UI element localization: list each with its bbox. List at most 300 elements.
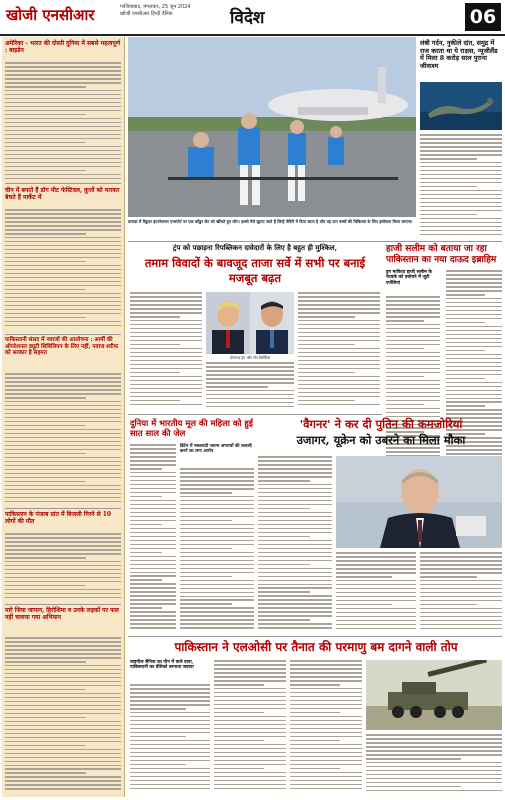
trump-photo-image	[206, 292, 294, 354]
body-text-line	[5, 733, 121, 735]
body-text-line	[5, 784, 121, 786]
body-text-line	[180, 484, 254, 486]
body-text-line	[420, 564, 502, 566]
body-text-line	[336, 616, 416, 618]
body-text-line	[180, 556, 254, 558]
body-text-line	[5, 473, 121, 475]
body-text-line	[366, 742, 502, 744]
body-text-line	[298, 372, 355, 374]
body-text-line	[214, 768, 264, 770]
body-text-line	[180, 544, 254, 546]
body-text-line	[5, 741, 121, 743]
body-text-line	[258, 599, 332, 601]
body-text-line	[130, 324, 202, 326]
body-text-line	[258, 532, 332, 534]
body-text-line	[420, 588, 502, 590]
putin-text-col2	[336, 552, 416, 632]
body-text-line	[214, 736, 286, 738]
body-text-line	[420, 222, 502, 224]
body-text-line	[386, 360, 440, 362]
body-text-line	[386, 316, 440, 318]
body-text-line	[214, 720, 286, 722]
body-text-line	[366, 774, 502, 776]
body-text-line	[258, 627, 332, 629]
body-text-line	[5, 74, 121, 76]
body-text-line	[336, 612, 416, 614]
body-text-line	[298, 312, 380, 314]
body-text-line	[214, 664, 286, 666]
body-text-line	[5, 62, 121, 64]
body-text-line	[130, 627, 176, 629]
body-text-line	[130, 368, 202, 370]
body-text-line	[5, 122, 121, 124]
body-text-line	[5, 245, 121, 247]
body-text-line	[130, 512, 176, 514]
body-text-line	[130, 564, 176, 566]
body-text-line	[130, 492, 176, 494]
body-text-line	[5, 709, 121, 711]
body-text-line	[258, 480, 310, 482]
body-text-line	[366, 790, 502, 792]
body-text-line	[5, 493, 121, 495]
body-text-line	[130, 599, 176, 601]
body-text-line	[258, 460, 332, 462]
body-text-line	[366, 782, 502, 784]
body-text-line	[446, 302, 502, 304]
body-text-line	[290, 672, 362, 674]
body-text-line	[130, 488, 176, 490]
body-text-line	[5, 130, 121, 132]
body-text-line	[386, 340, 440, 342]
body-text-line	[298, 352, 380, 354]
body-text-line	[5, 697, 121, 699]
section-divider	[128, 414, 382, 415]
body-text-line	[386, 388, 440, 390]
body-text-line	[130, 316, 180, 318]
body-text-line	[420, 134, 502, 136]
body-text-line	[214, 772, 286, 774]
body-text-line	[130, 292, 202, 294]
body-text-line	[130, 587, 176, 589]
body-text-line	[180, 627, 254, 629]
left-story1-headline: अमेरिका - भारत की दोस्ती दुनिया में सबसे महत्वपूर्ण : बाइडेन	[5, 40, 121, 55]
body-text-line	[5, 589, 121, 591]
body-text-line	[5, 565, 121, 567]
body-text-line	[130, 560, 176, 562]
body-text-line	[290, 704, 362, 706]
body-text-line	[130, 583, 176, 585]
body-text-line	[336, 596, 416, 598]
body-text-line	[420, 190, 502, 192]
body-text-line	[290, 712, 340, 714]
body-text-line	[130, 516, 176, 518]
body-text-line	[298, 360, 380, 362]
body-text-line	[366, 778, 502, 780]
body-text-line	[420, 226, 502, 228]
body-text-line	[290, 740, 340, 742]
body-text-line	[336, 592, 416, 594]
body-text-line	[130, 528, 176, 530]
body-text-line	[5, 397, 86, 399]
body-text-line	[290, 676, 362, 678]
body-text-line	[5, 389, 121, 391]
body-text-line	[214, 696, 286, 698]
body-text-line	[5, 437, 121, 439]
body-text-line	[5, 449, 121, 451]
body-text-line	[130, 544, 176, 546]
body-text-line	[5, 281, 121, 283]
body-text-line	[5, 94, 121, 96]
body-text-line	[446, 338, 502, 340]
body-text-line	[214, 732, 286, 734]
body-text-line	[5, 66, 121, 68]
body-text-line	[386, 344, 440, 346]
body-text-line	[130, 304, 202, 306]
dateline-paper: खोजी एनसीआर हिन्दी दैनिक	[120, 11, 173, 17]
body-text-line	[130, 568, 176, 570]
body-text-line	[258, 456, 332, 458]
dubai-headline: दुनिया में भारतीय मूल की महिला को हुई सात साल की जेल	[130, 418, 253, 438]
body-text-line	[180, 536, 254, 538]
body-text-line	[130, 744, 210, 746]
body-text-line	[130, 484, 176, 486]
body-text-line	[5, 321, 121, 323]
putin-photo-image	[336, 456, 502, 548]
body-text-line	[5, 681, 121, 683]
body-text-line	[5, 721, 121, 723]
body-text-line	[5, 229, 121, 231]
body-text-line	[258, 556, 332, 558]
body-text-line	[258, 587, 332, 589]
body-text-line	[130, 312, 202, 314]
body-text-line	[180, 512, 254, 514]
body-text-line	[5, 309, 121, 311]
body-text-line	[130, 780, 210, 782]
body-text-line	[130, 404, 202, 406]
body-text-line	[180, 524, 254, 526]
body-text-line	[5, 178, 121, 180]
body-text-line	[258, 580, 332, 582]
body-text-line	[5, 377, 121, 379]
body-text-line	[180, 588, 254, 590]
trump-headline: तमाम विवादों के बावजूद ताजा सर्वे में सभी पर बनाई मजबूत बढ़त	[144, 256, 366, 285]
body-text-line	[5, 669, 121, 671]
trump-text-col1	[130, 292, 202, 410]
body-text-line	[5, 225, 121, 227]
body-text-line	[446, 330, 502, 332]
body-text-line	[5, 209, 121, 211]
body-text-line	[420, 560, 502, 562]
body-text-line	[5, 429, 121, 431]
body-text-line	[130, 444, 176, 446]
body-text-line	[5, 489, 121, 491]
body-text-line	[5, 269, 121, 271]
body-text-line	[420, 178, 502, 180]
body-text-line	[258, 476, 332, 478]
body-text-line	[206, 374, 294, 376]
body-text-line	[446, 370, 502, 372]
fossil-headline: लंबी गर्दन, नुकीले दांत, समुद्र में राज करता था ये राक्षस, न्यूजीलैंड में मिला 8 करोड़ साल पुराना जीवाश्म	[420, 39, 498, 70]
body-text-line	[446, 294, 485, 296]
body-text-line	[290, 744, 362, 746]
body-text-line	[258, 464, 332, 466]
airport-photo-caption: कनाडा में वैंकूवर इंटरनेशनल एयरपोर्ट पर एक कोंडुर जेट को खींचते हुए लोग। इससे पैसे जुटाए जाते हैं जिन्हें चैरिटी में दिया जाता है और वह दान बच्चों की चिकित्सा के लिए इस्तेमाल किया जाएगा।	[128, 219, 413, 224]
body-text-line	[214, 776, 286, 778]
body-text-line	[5, 150, 121, 152]
body-text-line	[420, 620, 502, 622]
body-text-line	[446, 413, 502, 415]
body-text-line	[180, 584, 254, 586]
body-text-line	[5, 757, 121, 759]
body-text-line	[214, 708, 286, 710]
body-text-line	[5, 501, 121, 503]
body-text-line	[446, 409, 502, 411]
body-text-line	[130, 468, 162, 470]
body-text-line	[386, 348, 424, 350]
body-text-line	[386, 300, 440, 302]
airport-photo-image	[128, 37, 416, 217]
body-text-line	[180, 615, 254, 617]
body-text-line	[5, 70, 121, 72]
body-text-line	[290, 716, 362, 718]
body-text-line	[336, 584, 416, 586]
body-text-line	[180, 528, 254, 530]
body-text-line	[386, 336, 440, 338]
dubai-subhead: ब्रिटेन में नस्लवादी जघन्य अपराधों की तलाशी करने का लगा आरोप	[180, 444, 252, 455]
body-text-line	[386, 332, 440, 334]
body-text-line	[214, 676, 286, 678]
artillery-photo-image	[366, 660, 502, 730]
body-text-line	[366, 758, 461, 760]
body-text-line	[5, 441, 121, 443]
body-text-line	[5, 421, 121, 423]
body-text-line	[130, 336, 202, 338]
body-text-line	[336, 608, 416, 610]
body-text-line	[386, 451, 440, 453]
body-text-line	[446, 278, 502, 280]
body-text-line	[386, 304, 440, 306]
body-text-line	[214, 728, 286, 730]
body-text-line	[5, 417, 121, 419]
body-text-line	[5, 170, 86, 172]
body-text-line	[5, 593, 121, 595]
body-text-line	[130, 756, 210, 758]
body-text-line	[130, 728, 210, 730]
body-text-line	[298, 388, 380, 390]
body-text-line	[130, 536, 176, 538]
body-text-line	[446, 398, 502, 400]
body-text-line	[130, 372, 180, 374]
body-text-line	[446, 390, 502, 392]
body-text-line	[5, 373, 121, 375]
body-text-line	[336, 576, 392, 578]
body-text-line	[258, 548, 332, 550]
body-text-line	[258, 500, 332, 502]
hafiz-headline: हाजी सलीम को बताया जा रहा पाकिस्तान का नया दाऊद इब्राहिम	[386, 244, 497, 265]
body-text-line	[258, 536, 310, 538]
body-text-line	[5, 717, 86, 719]
body-text-line	[5, 685, 121, 687]
body-text-line	[206, 398, 294, 400]
body-text-line	[290, 776, 362, 778]
body-text-line	[5, 465, 121, 467]
body-text-line	[5, 385, 121, 387]
section-divider	[128, 636, 502, 637]
left-story3-text	[5, 373, 121, 505]
body-text-line	[5, 213, 121, 215]
body-text-line	[5, 776, 121, 778]
body-text-line	[290, 788, 362, 790]
body-text-line	[420, 142, 502, 144]
body-text-line	[5, 313, 121, 315]
putin-headline-quote: 'वैगनर' ने कर दी पुतिन की कमजोरियां	[299, 417, 463, 431]
body-text-line	[386, 404, 424, 406]
body-text-line	[5, 409, 121, 411]
trump-photo-caption: डोनाल्ड ट्रंप और रॉन डिसेंटिस	[229, 355, 271, 360]
body-text-line	[420, 234, 502, 236]
body-text-line	[5, 285, 121, 287]
body-text-line	[130, 768, 210, 770]
body-text-line	[5, 118, 121, 120]
body-text-line	[5, 106, 121, 108]
body-text-line	[5, 293, 121, 295]
body-text-line	[5, 665, 121, 667]
body-text-line	[214, 788, 286, 790]
body-text-line	[366, 750, 502, 752]
body-text-line	[366, 786, 461, 788]
dubai-text-col2	[180, 468, 254, 632]
left-story3-headline: पाकिस्तानी संसद में नवाजों की आलोचना : आर्मी की ऑपरेशनल ड्यूटी सिविलियन के लिए नहीं, नवाज शरीफ को सरकार है सहमत	[5, 337, 119, 357]
body-text-line	[5, 221, 121, 223]
body-text-line	[446, 354, 502, 356]
body-text-line	[258, 544, 332, 546]
left-story5-text	[5, 637, 121, 793]
body-text-line	[5, 761, 121, 763]
body-text-line	[420, 616, 502, 618]
body-text-line	[420, 150, 502, 152]
body-text-line	[420, 552, 502, 554]
body-text-line	[420, 580, 502, 582]
body-text-line	[130, 540, 176, 542]
body-text-line	[386, 352, 440, 354]
body-text-line	[290, 724, 362, 726]
body-text-line	[130, 480, 176, 482]
body-text-line	[130, 460, 176, 462]
body-text-line	[180, 472, 254, 474]
body-text-line	[298, 400, 355, 402]
body-text-line	[5, 82, 121, 84]
body-text-line	[290, 768, 340, 770]
body-text-line	[130, 396, 202, 398]
body-text-line	[386, 320, 424, 322]
body-text-line	[446, 298, 502, 300]
hafiz-subhead: ड्रग माफिया हाजी सलीम के नेटवर्क को दबोचने में जुटी एजेंसियां	[386, 270, 432, 286]
body-text-line	[5, 653, 121, 655]
body-text-line	[446, 358, 502, 360]
body-text-line	[5, 289, 86, 291]
body-text-line	[5, 661, 86, 663]
body-text-line	[420, 174, 502, 176]
body-text-line	[130, 704, 210, 706]
body-text-line	[130, 611, 176, 613]
body-text-line	[366, 762, 502, 764]
left-story4-text	[5, 533, 121, 601]
body-text-line	[130, 524, 162, 526]
body-text-line	[298, 384, 380, 386]
body-text-line	[130, 764, 186, 766]
body-text-line	[5, 301, 121, 303]
body-text-line	[130, 752, 210, 754]
body-text-line	[446, 362, 502, 364]
body-text-line	[290, 728, 362, 730]
body-text-line	[420, 138, 502, 140]
body-text-line	[5, 401, 121, 403]
body-text-line	[130, 712, 210, 714]
body-text-line	[420, 214, 477, 216]
body-text-line	[336, 624, 416, 626]
body-text-line	[386, 408, 440, 410]
putin-text-col1	[258, 456, 332, 632]
body-text-line	[180, 592, 254, 594]
body-text-line	[366, 734, 502, 736]
body-text-line	[130, 332, 202, 334]
body-text-line	[386, 384, 440, 386]
body-text-line	[5, 405, 121, 407]
left-divider	[5, 508, 121, 509]
body-text-line	[258, 504, 332, 506]
body-text-line	[180, 504, 254, 506]
body-text-line	[130, 552, 162, 554]
body-text-line	[5, 737, 121, 739]
body-text-line	[130, 716, 210, 718]
body-text-line	[214, 688, 286, 690]
body-text-line	[180, 540, 254, 542]
airport-photo	[128, 37, 416, 217]
body-text-line	[180, 520, 232, 522]
body-text-line	[130, 384, 202, 386]
body-text-line	[130, 748, 210, 750]
body-text-line	[336, 600, 416, 602]
body-text-line	[290, 752, 362, 754]
body-text-line	[130, 320, 202, 322]
body-text-line	[258, 564, 310, 566]
body-text-line	[336, 556, 416, 558]
body-text-line	[214, 692, 286, 694]
body-text-line	[366, 746, 502, 748]
body-text-line	[180, 619, 254, 621]
body-text-line	[5, 477, 121, 479]
body-text-line	[5, 569, 121, 571]
body-text-line	[5, 174, 121, 176]
newspaper-logo: खोजी एनसीआर	[6, 6, 95, 24]
body-text-line	[5, 645, 121, 647]
body-text-line	[258, 619, 310, 621]
body-text-line	[290, 708, 362, 710]
section-divider	[128, 241, 502, 242]
loc-text-col3	[290, 660, 362, 794]
body-text-line	[214, 680, 286, 682]
body-text-line	[366, 766, 502, 768]
body-text-line	[5, 649, 121, 651]
body-text-line	[5, 780, 121, 782]
body-text-line	[420, 206, 502, 208]
body-text-line	[180, 500, 254, 502]
body-text-line	[336, 568, 416, 570]
loc-headline: पाकिस्तान ने एलओसी पर तैनात की परमाणु बम दागने वाली तोप	[174, 640, 458, 654]
body-text-line	[214, 724, 286, 726]
body-text-line	[290, 700, 362, 702]
body-text-line	[214, 760, 286, 762]
